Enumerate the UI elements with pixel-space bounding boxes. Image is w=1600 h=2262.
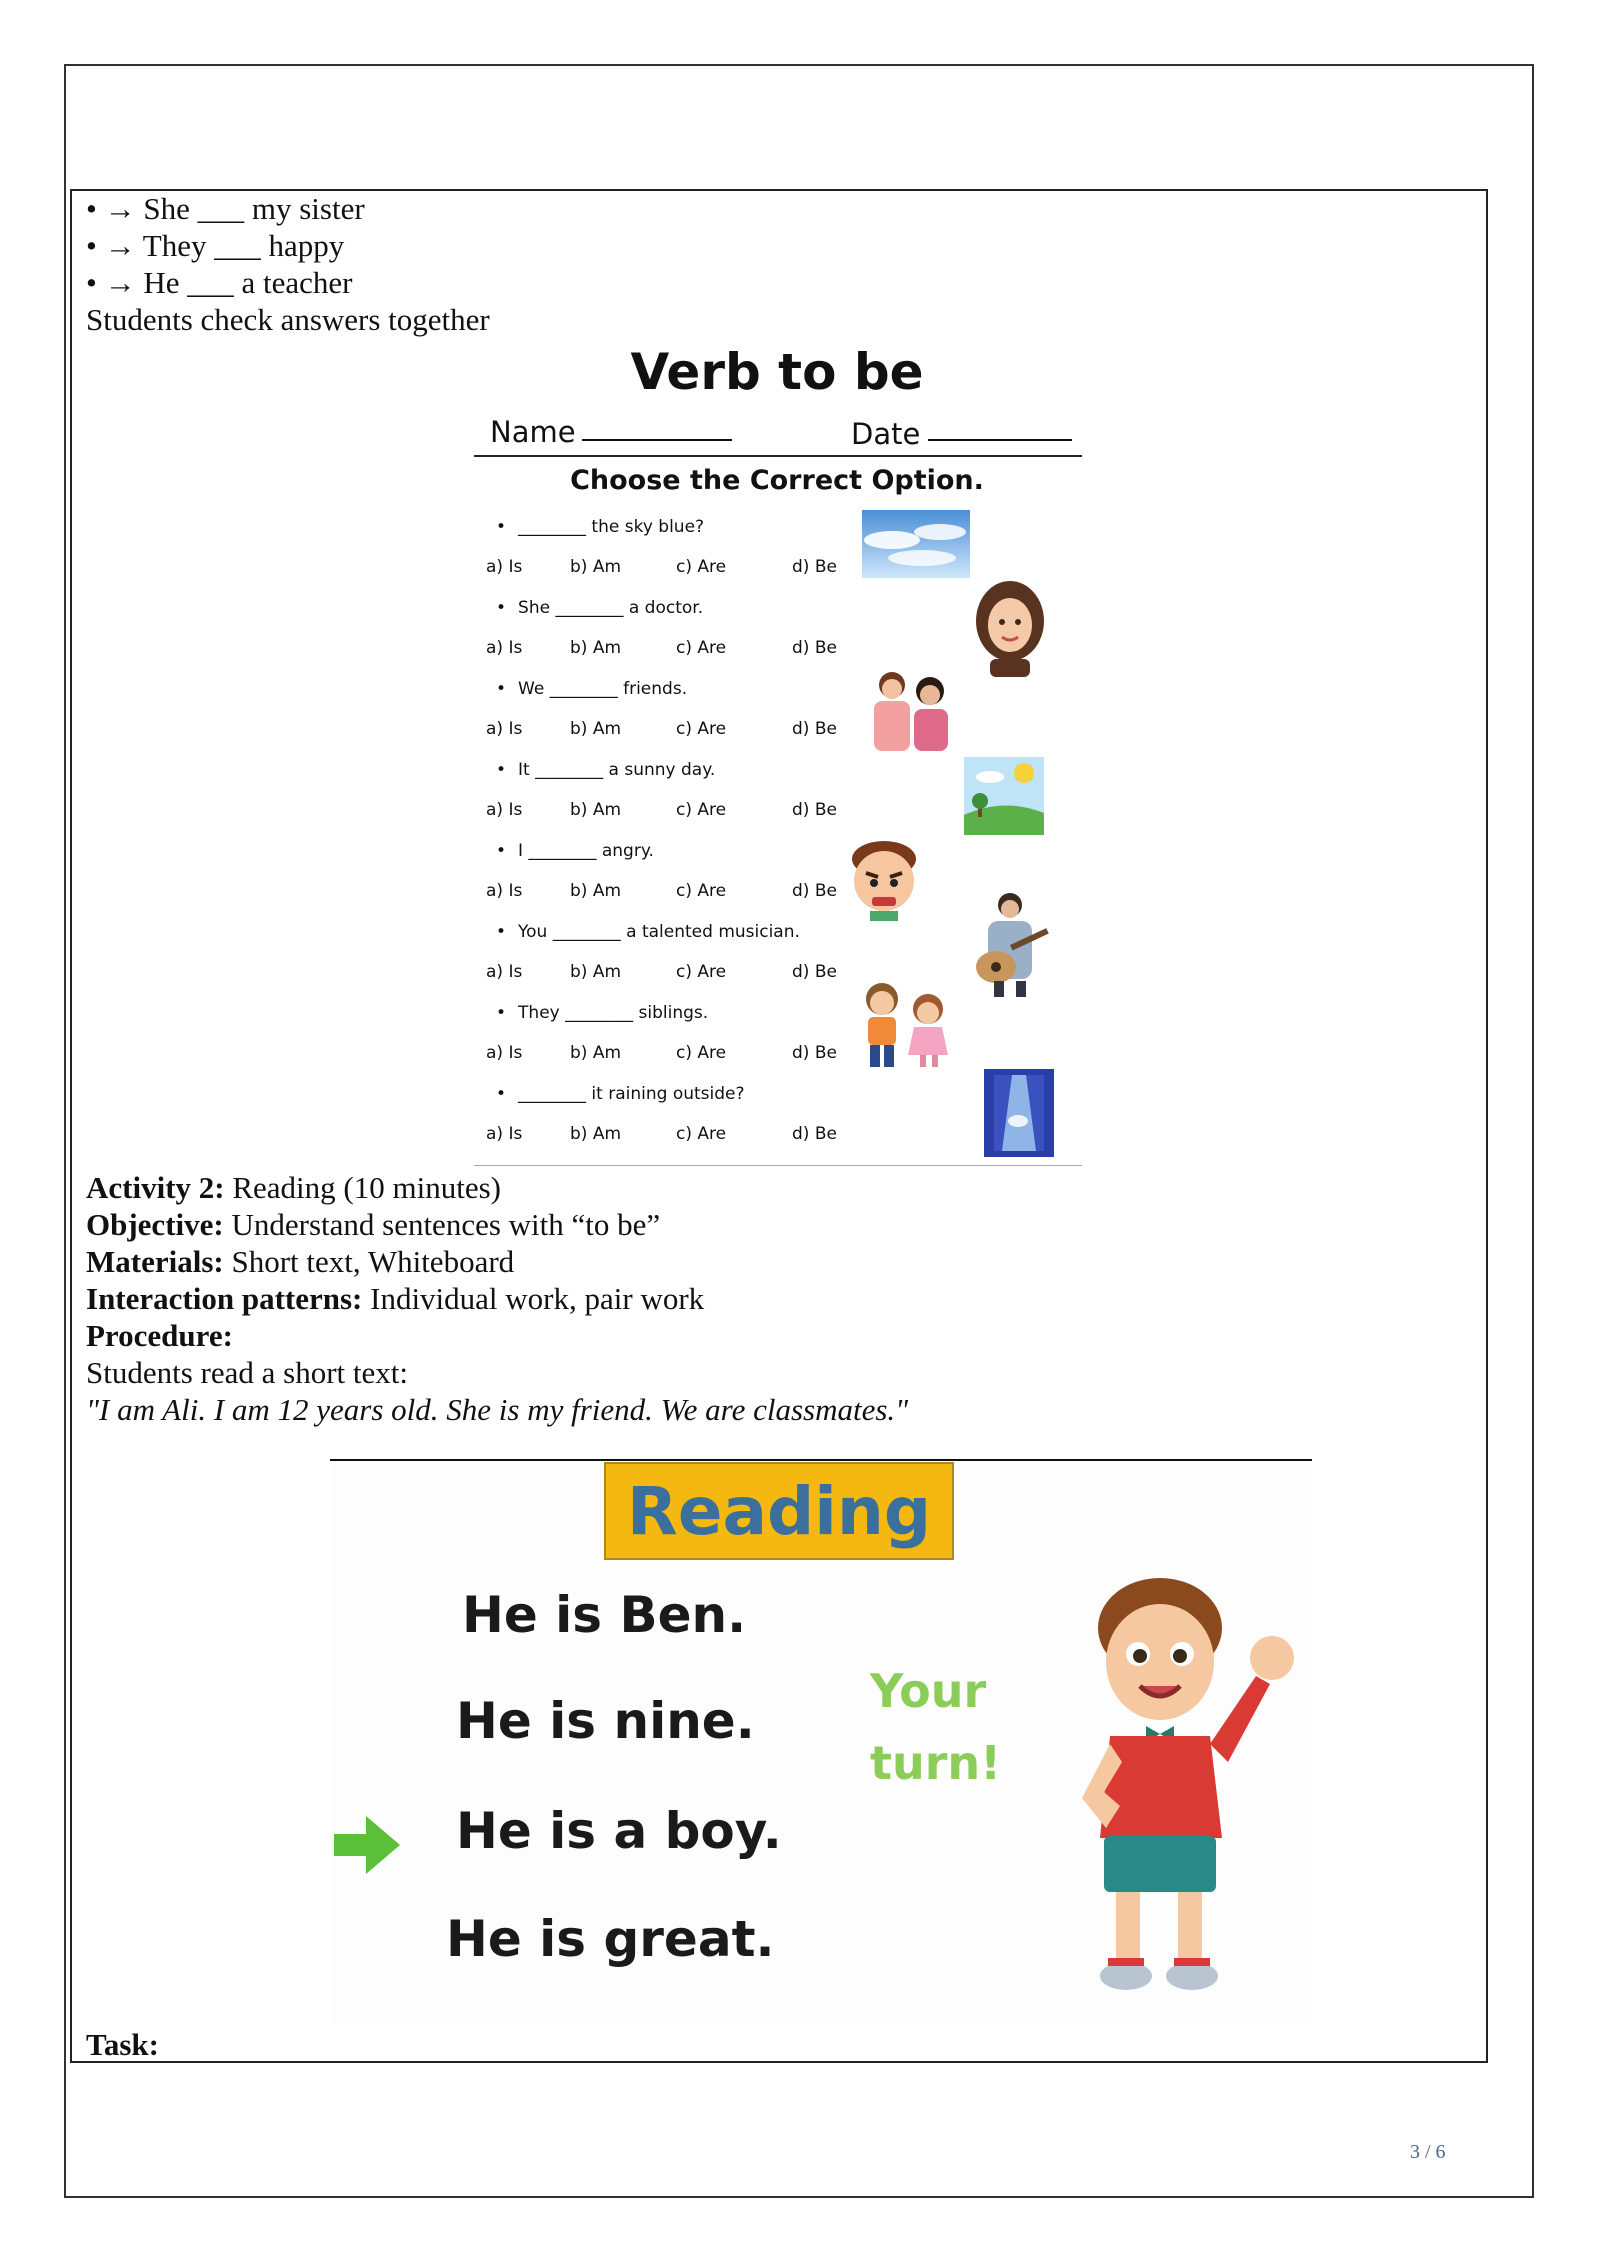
interaction-line [86,1280,704,1317]
option-c: c) Are [676,800,727,820]
rain-window-image [984,1069,1054,1157]
option-a: a) Is [486,800,523,820]
option-c: c) Are [676,1124,727,1144]
worksheet-instruction: Choose the Correct Option. [570,465,984,496]
reading-sentence-4: He is great. [446,1910,775,1968]
reading-quote: "I am Ali. I am 12 years old. She is my friend. We are classmates." [86,1392,909,1427]
reading-sentence-1: He is Ben. [462,1586,747,1644]
question-7: • They ________ siblings. [496,1003,708,1023]
option-c: c) Are [676,881,727,901]
task-label: Task: [86,2027,159,2062]
option-b: b) Am [570,557,622,577]
option-d: d) Be [792,962,837,982]
reading-sentence-3: He is a boy. [456,1802,782,1860]
interaction-value: Individual work, pair work [370,1281,705,1316]
objective-value: Understand sentences with “to be” [231,1207,661,1242]
option-a: a) Is [486,881,523,901]
check-answers-line: Students check answers together [86,302,490,337]
objective-label: Objective: [86,1207,224,1242]
exercise-line-3: • → He ___ a teacher [86,265,353,300]
sky-clouds-image [862,510,970,578]
procedure-label: Procedure: [86,1318,233,1353]
materials-line [86,1243,514,1280]
option-b: b) Am [570,1043,622,1063]
option-d: d) Be [792,557,837,577]
materials-value: Short text, Whiteboard [231,1244,515,1279]
activity-value: Reading (10 minutes) [232,1170,501,1205]
green-arrow-icon [332,1812,404,1878]
siblings-image [850,977,960,1069]
angry-boy-image [844,837,924,921]
waving-boy-image [1060,1566,1310,2004]
option-b: b) Am [570,719,622,739]
activity-label: Activity 2: [86,1170,225,1205]
procedure-line [86,1317,233,1354]
question-3: • We ________ friends. [496,679,687,699]
option-c: c) Are [676,638,727,658]
option-a: a) Is [486,557,523,577]
question-6: • You ________ a talented musician. [496,922,800,942]
option-d: d) Be [792,881,837,901]
option-c: c) Are [676,719,727,739]
materials-label: Materials: [86,1244,224,1279]
your-turn-text [870,1655,1001,1799]
option-b: b) Am [570,962,622,982]
option-d: d) Be [792,719,837,739]
exercise-line-2: • → They ___ happy [86,228,345,263]
option-a: a) Is [486,719,523,739]
reading-sentence-2: He is nine. [456,1692,755,1750]
option-d: d) Be [792,800,837,820]
option-b: b) Am [570,800,622,820]
verb-to-be-worksheet [470,337,1084,1169]
worksheet-header-rule [474,455,1082,457]
reading-illustration [332,1462,1312,2025]
question-1: • ________ the sky blue? [496,517,704,537]
your-turn-line-2: turn! [870,1736,1002,1790]
option-b: b) Am [570,638,622,658]
activity-line [86,1169,501,1206]
page-number: 3 / 6 [1410,2141,1446,2163]
option-c: c) Are [676,962,727,982]
option-a: a) Is [486,1124,523,1144]
reading-banner: Reading [604,1462,954,1560]
worksheet-title: Verb to be [630,343,924,401]
option-b: b) Am [570,1124,622,1144]
sunny-day-image [964,757,1044,835]
name-blank-line [582,439,732,441]
task-line [86,2026,159,2063]
option-c: c) Are [676,557,727,577]
friends-image [860,667,960,751]
option-d: d) Be [792,1043,837,1063]
option-a: a) Is [486,638,523,658]
reading-top-rule [330,1459,1312,1461]
option-b: b) Am [570,881,622,901]
date-blank-line [928,439,1072,441]
woman-doctor-image [972,577,1048,677]
interaction-label: Interaction patterns: [86,1281,363,1316]
your-turn-line-1: Your [870,1664,987,1718]
question-8: • ________ it raining outside? [496,1084,745,1104]
procedure-text: Students read a short text: [86,1355,408,1390]
question-2: • She ________ a doctor. [496,598,703,618]
option-d: d) Be [792,638,837,658]
option-d: d) Be [792,1124,837,1144]
exercise-line-1: • → She ___ my sister [86,191,365,226]
option-a: a) Is [486,1043,523,1063]
option-c: c) Are [676,1043,727,1063]
worksheet-name-label: Name [490,415,576,449]
question-4: • It ________ a sunny day. [496,760,715,780]
worksheet-date-label: Date [851,417,921,451]
question-5: • I ________ angry. [496,841,654,861]
objective-line [86,1206,660,1243]
option-a: a) Is [486,962,523,982]
worksheet-bottom-rule [474,1165,1082,1166]
musician-image [960,889,1054,997]
